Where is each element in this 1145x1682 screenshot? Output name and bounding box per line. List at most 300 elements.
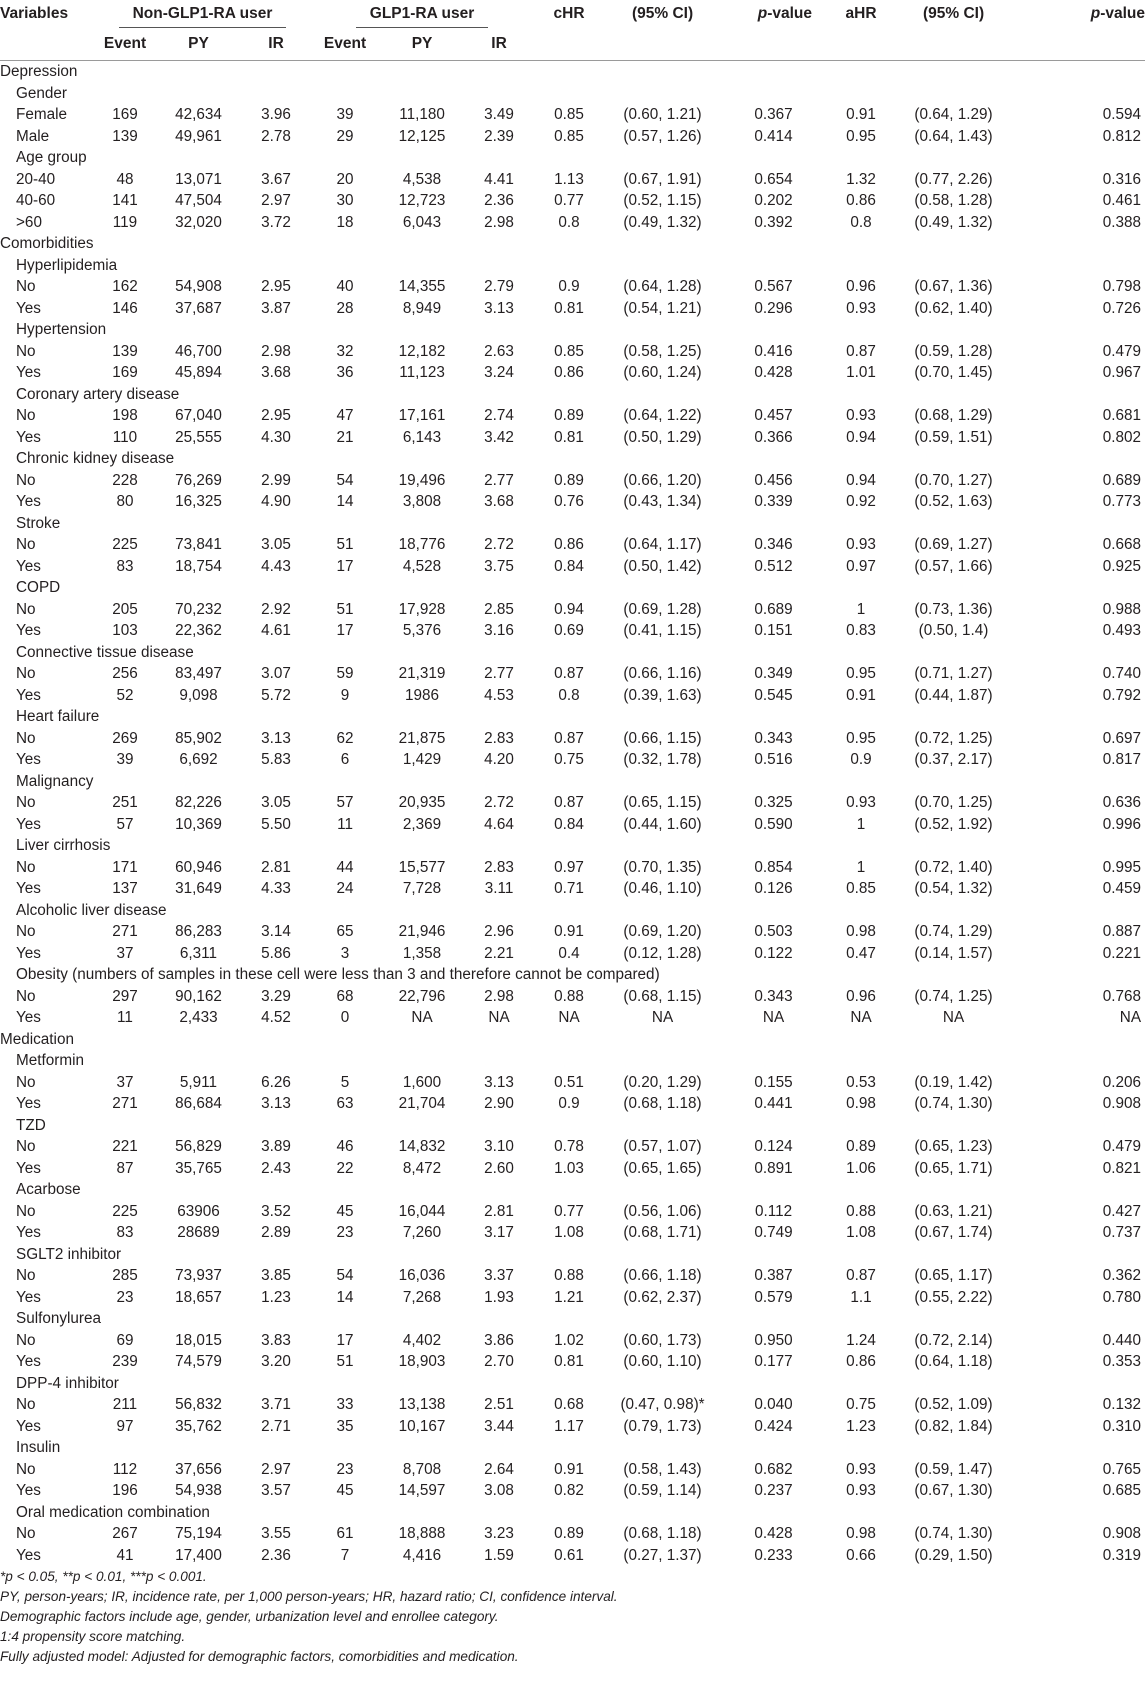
table-row [0, 728, 1145, 750]
cell-pvalue-adjusted: 0.459 [1102, 880, 1142, 897]
cell-ir-non-glp1: 4.43 [261, 557, 291, 575]
cell-ir-non-glp1: 2.97 [261, 192, 291, 209]
table-row [0, 1072, 1145, 1094]
cell-ci-adjusted: (0.59, 1.28) [914, 342, 993, 360]
group-label: Hyperlipidemia [16, 256, 118, 274]
cell-ir-non-glp1: 2.92 [261, 600, 291, 618]
cell-py-glp1: 11,180 [399, 106, 445, 123]
cell-ir-non-glp1: 2.36 [261, 1546, 291, 1564]
table-row [0, 1330, 1145, 1352]
row-label: Yes [16, 1482, 41, 1499]
cell-ir-non-glp1: 3.85 [261, 1267, 291, 1284]
table-row [0, 792, 1145, 814]
cell-ir-glp1: 2.96 [484, 923, 514, 940]
row-label: Male [16, 127, 50, 145]
cell-chr: 1.02 [554, 1331, 584, 1349]
row-label: No [16, 858, 36, 876]
row-label: No [16, 794, 36, 811]
cell-ci-crude: (0.50, 1.29) [623, 428, 702, 446]
row-label: Yes [16, 815, 41, 833]
group-label: DPP-4 inhibitor [16, 1374, 119, 1392]
cell-chr: 0.8 [558, 686, 580, 704]
table-row [0, 1480, 1145, 1502]
group-label: Obesity (numbers of samples in these cell were less than 3 and therefore cannot be compared) [16, 966, 660, 983]
cell-ahr: 0.93 [846, 794, 876, 811]
cell-py-non-glp1: 18,015 [175, 1331, 222, 1349]
cell-ahr: 1 [856, 815, 866, 833]
table-row [0, 749, 1145, 771]
cell-chr: 0.85 [554, 342, 584, 360]
row-label: No [16, 536, 36, 553]
group-row [0, 835, 1145, 857]
cell-ci-crude: (0.43, 1.34) [623, 493, 702, 510]
cell-ir-non-glp1: 2.71 [261, 1417, 291, 1435]
cell-ir-glp1: 2.60 [484, 1159, 514, 1177]
cell-ir-glp1: 3.13 [484, 299, 514, 317]
cell-ci-adjusted: (0.59, 1.47) [914, 1460, 993, 1478]
cell-chr: 0.85 [554, 106, 584, 123]
cell-ci-crude: (0.62, 2.37) [623, 1288, 702, 1306]
cell-ci-adjusted: (0.72, 2.14) [914, 1331, 993, 1349]
table-row [0, 1287, 1145, 1309]
cell-pvalue-crude: 0.457 [754, 407, 793, 424]
cell-ir-non-glp1: 6.26 [261, 1073, 291, 1091]
cell-ir-non-glp1: 3.13 [261, 729, 291, 747]
cell-ahr: 1.23 [846, 1417, 876, 1435]
cell-py-glp1: 18,888 [398, 1525, 446, 1542]
cell-pvalue-crude: 0.590 [754, 815, 793, 833]
cell-pvalue-crude: 0.349 [754, 665, 793, 682]
cell-py-non-glp1: 85,902 [175, 729, 222, 747]
cell-py-glp1: 14,355 [398, 278, 446, 295]
cell-event-glp1: 22 [336, 1159, 354, 1177]
table-row [0, 857, 1145, 879]
group-row [0, 1115, 1145, 1137]
cell-py-non-glp1: 18,657 [175, 1288, 222, 1306]
table-row [0, 556, 1145, 578]
cell-py-non-glp1: 10,369 [175, 815, 222, 833]
row-label: >60 [16, 213, 42, 231]
cell-ir-non-glp1: 3.96 [261, 106, 291, 123]
cell-chr: 0.84 [554, 557, 584, 575]
header-ci-adjusted: (95% CI) [922, 5, 985, 22]
cell-event-glp1: 3 [340, 944, 350, 962]
cell-event-glp1: 23 [336, 1460, 354, 1478]
table-row [0, 104, 1145, 126]
group-row [0, 577, 1145, 599]
table-row [0, 878, 1145, 900]
cell-ci-crude: (0.64, 1.17) [623, 536, 702, 553]
cell-chr: 0.91 [554, 1460, 584, 1478]
cell-py-non-glp1: 37,656 [175, 1460, 222, 1478]
row-label: No [16, 407, 36, 424]
cell-event-glp1: 17 [336, 1331, 354, 1349]
cell-chr: 0.89 [554, 471, 584, 489]
cell-pvalue-crude: 0.456 [754, 471, 793, 489]
header-pvalue-crude: p-value [757, 5, 813, 22]
cell-pvalue-crude: NA [762, 1009, 785, 1026]
cell-pvalue-adjusted: 0.773 [1102, 493, 1142, 510]
cell-py-non-glp1: 35,765 [175, 1159, 222, 1177]
cell-py-glp1: 10,167 [398, 1417, 446, 1435]
cell-ir-glp1: 3.08 [484, 1482, 514, 1499]
cell-event-non-glp1: 225 [112, 1202, 138, 1220]
cell-pvalue-adjusted: 0.697 [1102, 729, 1142, 747]
group-label: Gender [16, 84, 68, 102]
cell-py-glp1: 5,376 [402, 622, 442, 639]
cell-ci-adjusted: (0.74, 1.30) [914, 1095, 993, 1112]
section-row [0, 1029, 1145, 1051]
cell-py-non-glp1: 22,362 [175, 622, 222, 639]
cell-ir-glp1: 3.17 [484, 1224, 514, 1241]
cell-py-glp1: 13,138 [398, 1396, 446, 1413]
table-row [0, 1136, 1145, 1158]
table-row [0, 276, 1145, 298]
cell-ir-glp1: 3.68 [484, 493, 514, 510]
cell-ir-non-glp1: 4.33 [261, 880, 291, 897]
cell-event-non-glp1: 119 [112, 213, 138, 231]
cell-event-non-glp1: 112 [112, 1460, 138, 1478]
header-ahr: aHR [845, 5, 877, 22]
row-label: Yes [16, 686, 41, 704]
cell-chr: 0.61 [554, 1546, 584, 1564]
cell-ir-glp1: 3.10 [484, 1138, 514, 1155]
cell-ir-glp1: 2.83 [484, 729, 514, 747]
cell-py-glp1: 2,369 [402, 815, 442, 833]
cell-pvalue-adjusted: 0.479 [1102, 342, 1142, 360]
cell-event-non-glp1: 211 [112, 1396, 138, 1413]
group-label: Chronic kidney disease [16, 450, 175, 467]
cell-event-glp1: 20 [336, 170, 354, 188]
cell-ci-adjusted: (0.72, 1.40) [914, 858, 993, 876]
cell-event-non-glp1: 97 [116, 1417, 134, 1435]
table-row [0, 212, 1145, 234]
cell-py-glp1: 14,832 [398, 1138, 446, 1155]
cell-ahr: 0.94 [846, 428, 876, 446]
cell-py-glp1: 18,903 [398, 1353, 446, 1370]
cell-py-non-glp1: 75,194 [175, 1525, 222, 1542]
cell-pvalue-adjusted: 0.685 [1102, 1482, 1142, 1499]
cell-py-glp1: 6,143 [402, 428, 442, 446]
cell-py-non-glp1: 31,649 [175, 880, 222, 897]
row-label: Yes [16, 1417, 41, 1435]
cell-ci-adjusted: (0.58, 1.28) [914, 192, 993, 209]
cell-ir-glp1: 2.51 [484, 1396, 514, 1413]
cell-event-glp1: 39 [336, 106, 354, 123]
cell-event-non-glp1: 171 [112, 858, 138, 876]
cell-py-glp1: 19,496 [398, 471, 446, 489]
cell-pvalue-crude: 0.202 [754, 192, 793, 209]
cell-ci-crude: (0.41, 1.15) [623, 622, 702, 639]
cell-ir-glp1: 2.79 [484, 278, 514, 295]
cell-chr: NA [558, 1009, 580, 1026]
cell-ahr: NA [850, 1009, 872, 1026]
cell-ir-non-glp1: 2.78 [261, 127, 291, 145]
cell-event-non-glp1: 139 [112, 127, 138, 145]
table-row [0, 943, 1145, 965]
footnote-line: Fully adjusted model: Adjusted for demographic factors, comorbidities and medication. [0, 1649, 519, 1664]
cell-pvalue-crude: 0.567 [754, 278, 793, 295]
cell-event-non-glp1: 137 [112, 880, 138, 897]
cell-ir-glp1: 2.21 [484, 944, 514, 962]
cell-event-non-glp1: 141 [112, 192, 138, 209]
cell-chr: 0.69 [554, 622, 584, 639]
cell-chr: 0.87 [554, 794, 584, 811]
cell-pvalue-crude: 0.296 [754, 299, 793, 317]
cell-ir-glp1: 2.98 [484, 213, 514, 231]
cell-py-glp1: 17,161 [398, 407, 446, 424]
cell-ci-adjusted: (0.77, 2.26) [914, 170, 993, 188]
group-row [0, 900, 1145, 922]
row-label: No [16, 987, 36, 1005]
cell-event-glp1: 18 [336, 213, 354, 231]
cell-ci-adjusted: (0.64, 1.29) [914, 106, 993, 123]
cell-py-non-glp1: 56,832 [175, 1396, 222, 1413]
cell-ir-non-glp1: 3.55 [261, 1525, 291, 1542]
cell-event-non-glp1: 37 [116, 944, 134, 962]
cell-event-glp1: 68 [336, 987, 354, 1005]
cell-pvalue-crude: 0.950 [754, 1331, 793, 1349]
cell-py-non-glp1: 74,579 [175, 1353, 222, 1370]
header-ci-crude: (95% CI) [631, 5, 694, 22]
table-row [0, 1007, 1145, 1029]
cell-chr: 0.87 [554, 665, 584, 682]
footnote-line: PY, person-years; IR, incidence rate, per 1,000 person-years; HR, hazard ratio; CI, confidence interval. [0, 1589, 618, 1604]
table-row [0, 685, 1145, 707]
header-pvalue-adjusted: p-value [1090, 5, 1145, 22]
cell-event-non-glp1: 221 [112, 1138, 138, 1155]
cell-ahr: 0.85 [846, 880, 876, 897]
cell-ir-glp1: 3.75 [484, 557, 514, 575]
cell-py-glp1: 4,528 [402, 557, 442, 575]
cell-ahr: 0.98 [846, 1095, 876, 1112]
table-body [0, 61, 1145, 1567]
cell-ci-crude: (0.60, 1.24) [623, 364, 702, 381]
cell-ci-adjusted: (0.52, 1.92) [914, 815, 993, 833]
cell-ir-non-glp1: 2.89 [261, 1224, 291, 1241]
cell-event-non-glp1: 146 [112, 299, 138, 317]
cell-ir-non-glp1: 1.23 [261, 1288, 291, 1306]
cell-ci-crude: (0.60, 1.21) [623, 106, 702, 123]
cell-event-non-glp1: 271 [112, 923, 138, 940]
cell-pvalue-crude: 0.682 [754, 1460, 793, 1478]
cell-py-non-glp1: 82,226 [175, 794, 222, 811]
cell-event-non-glp1: 80 [116, 493, 134, 510]
cell-py-glp1: 21,704 [398, 1095, 446, 1112]
cell-ci-crude: (0.39, 1.63) [623, 686, 702, 704]
cell-ahr: 0.93 [846, 1482, 876, 1499]
row-label: No [16, 1331, 36, 1349]
cell-ci-adjusted: (0.70, 1.25) [914, 794, 993, 811]
row-label: Yes [16, 751, 41, 768]
cell-pvalue-crude: 0.124 [754, 1138, 793, 1155]
table-row [0, 1523, 1145, 1545]
cell-event-glp1: 54 [336, 1267, 354, 1284]
cell-ci-adjusted: (0.65, 1.71) [914, 1159, 993, 1177]
row-label: Yes [16, 299, 41, 317]
group-row [0, 83, 1145, 105]
cell-chr: 0.84 [554, 815, 584, 833]
cell-pvalue-crude: 0.367 [754, 106, 793, 123]
cell-chr: 0.9 [558, 278, 580, 295]
cell-py-glp1: 21,875 [398, 729, 446, 747]
cell-pvalue-adjusted: 0.362 [1102, 1267, 1142, 1284]
cell-chr: 1.08 [554, 1224, 584, 1241]
group-row [0, 1050, 1145, 1072]
cell-chr: 0.81 [554, 428, 584, 446]
cell-pvalue-crude: 0.343 [754, 729, 793, 747]
cell-ahr: 1 [856, 858, 866, 876]
cell-pvalue-crude: 0.416 [754, 342, 793, 360]
cell-event-non-glp1: 110 [112, 428, 138, 446]
cell-event-glp1: 5 [340, 1073, 350, 1091]
table-row [0, 1158, 1145, 1180]
footnote-line: 1:4 propensity score matching. [0, 1629, 186, 1644]
row-label: No [16, 278, 36, 295]
cell-py-glp1: 17,928 [398, 600, 446, 618]
cell-ir-non-glp1: 2.99 [261, 471, 291, 489]
cell-ci-crude: (0.46, 1.10) [623, 880, 702, 897]
cell-py-non-glp1: 83,497 [175, 665, 222, 682]
cell-event-glp1: 59 [336, 665, 354, 682]
cell-ir-non-glp1: 4.30 [261, 428, 291, 446]
table-row [0, 1093, 1145, 1115]
table-row [0, 362, 1145, 384]
group-row [0, 964, 1145, 986]
cell-chr: 0.4 [558, 944, 580, 962]
cell-ir-non-glp1: 3.89 [261, 1138, 291, 1155]
cell-ir-glp1: 1.93 [484, 1288, 514, 1306]
cell-pvalue-adjusted: 0.221 [1102, 944, 1142, 962]
cell-pvalue-crude: 0.689 [754, 600, 793, 618]
cell-event-glp1: 0 [340, 1009, 350, 1026]
cell-ci-crude: (0.60, 1.73) [623, 1331, 702, 1349]
cell-ir-non-glp1: 2.98 [261, 342, 291, 360]
cell-py-non-glp1: 6,311 [179, 944, 218, 962]
cell-pvalue-adjusted: 0.310 [1102, 1417, 1142, 1435]
group-label: Stroke [16, 514, 61, 532]
cell-pvalue-crude: 0.346 [754, 536, 793, 553]
cell-py-non-glp1: 28689 [177, 1224, 220, 1241]
row-label: No [16, 1202, 36, 1220]
cell-ir-glp1: 2.98 [484, 987, 514, 1005]
cell-ci-adjusted: (0.74, 1.30) [914, 1525, 993, 1542]
cell-ir-glp1: 2.36 [484, 192, 514, 209]
cell-pvalue-adjusted: 0.440 [1102, 1331, 1142, 1349]
cell-ci-adjusted: (0.82, 1.84) [914, 1417, 993, 1435]
group-label: TZD [16, 1116, 46, 1134]
cell-ci-adjusted: (0.64, 1.18) [914, 1353, 993, 1370]
table-header [0, 0, 1145, 61]
cell-chr: 0.81 [554, 299, 584, 317]
cell-ci-crude: (0.64, 1.28) [623, 278, 702, 295]
cell-py-non-glp1: 67,040 [175, 407, 222, 424]
cell-chr: 0.88 [554, 1267, 584, 1284]
cell-event-non-glp1: 57 [116, 815, 134, 833]
cell-ir-non-glp1: 3.71 [261, 1396, 291, 1413]
cell-pvalue-adjusted: 0.802 [1102, 428, 1142, 446]
cell-ir-glp1: 2.90 [484, 1095, 514, 1112]
cell-event-non-glp1: 83 [116, 1224, 134, 1241]
row-label: Yes [16, 944, 41, 962]
group-label: Metformin [16, 1052, 84, 1069]
cell-py-glp1: 15,577 [398, 858, 446, 876]
cell-ci-crude: NA [651, 1009, 674, 1026]
row-label: No [16, 1460, 36, 1478]
cell-chr: 0.76 [554, 493, 584, 510]
cell-pvalue-adjusted: 0.988 [1102, 600, 1142, 618]
cell-pvalue-adjusted: 0.817 [1102, 751, 1142, 768]
cell-pvalue-adjusted: 0.427 [1102, 1202, 1142, 1220]
cell-ir-glp1: 2.74 [484, 407, 514, 424]
cell-ci-adjusted: NA [942, 1009, 965, 1026]
cell-event-glp1: 57 [336, 794, 354, 811]
cell-event-glp1: 9 [340, 686, 350, 704]
cell-chr: 0.85 [554, 127, 584, 145]
cell-ahr: 0.95 [846, 665, 876, 682]
cell-py-non-glp1: 56,829 [175, 1138, 222, 1155]
cell-event-glp1: 33 [336, 1396, 354, 1413]
cell-ci-adjusted: (0.67, 1.36) [914, 278, 993, 295]
table-row [0, 534, 1145, 556]
cell-chr: 0.51 [554, 1073, 584, 1091]
row-label: Yes [16, 557, 41, 575]
cell-pvalue-crude: 0.414 [754, 127, 793, 145]
cell-py-non-glp1: 6,692 [179, 751, 218, 768]
group-label: Heart failure [16, 708, 100, 725]
cell-chr: 0.89 [554, 407, 584, 424]
cell-ahr: 0.95 [846, 729, 876, 747]
cell-ahr: 1.1 [850, 1288, 872, 1306]
cell-ci-crude: (0.20, 1.29) [623, 1073, 702, 1091]
cell-pvalue-crude: 0.749 [754, 1224, 793, 1241]
cell-event-non-glp1: 69 [116, 1331, 134, 1349]
row-label: No [16, 729, 36, 747]
section-label: Medication [0, 1030, 74, 1048]
cell-event-glp1: 35 [336, 1417, 354, 1435]
cell-ir-glp1: 2.72 [484, 536, 514, 553]
group-label: Oral medication combination [16, 1503, 210, 1521]
cell-py-glp1: 4,416 [402, 1546, 442, 1564]
cell-ci-adjusted: (0.57, 1.66) [914, 557, 993, 575]
cell-event-glp1: 24 [336, 880, 354, 897]
cell-pvalue-adjusted: 0.908 [1102, 1095, 1142, 1112]
cell-pvalue-adjusted: 0.908 [1102, 1525, 1142, 1542]
row-label: Yes [16, 880, 41, 897]
cell-py-glp1: 1986 [405, 686, 440, 704]
row-label: Yes [16, 493, 41, 510]
cell-pvalue-adjusted: 0.792 [1102, 686, 1142, 704]
cell-pvalue-adjusted: 0.353 [1102, 1353, 1142, 1370]
cell-py-glp1: 14,597 [398, 1482, 446, 1499]
cell-event-glp1: 6 [340, 751, 350, 768]
cell-pvalue-crude: 0.233 [754, 1546, 793, 1564]
cell-chr: 0.87 [554, 729, 584, 747]
cell-event-glp1: 32 [336, 342, 354, 360]
group-label: Liver cirrhosis [16, 837, 111, 854]
cell-py-glp1: 4,538 [402, 170, 442, 188]
cell-pvalue-adjusted: 0.479 [1102, 1138, 1142, 1155]
cell-ci-crude: (0.57, 1.26) [623, 127, 702, 145]
cell-ahr: 0.66 [846, 1546, 876, 1564]
cell-ci-adjusted: (0.74, 1.25) [914, 987, 993, 1005]
section-row [0, 61, 1145, 83]
cell-pvalue-crude: 0.112 [754, 1202, 793, 1220]
cell-pvalue-adjusted: 0.316 [1102, 170, 1142, 188]
table-row [0, 1394, 1145, 1416]
group-row [0, 1437, 1145, 1459]
cell-pvalue-adjusted: 0.594 [1102, 106, 1142, 123]
